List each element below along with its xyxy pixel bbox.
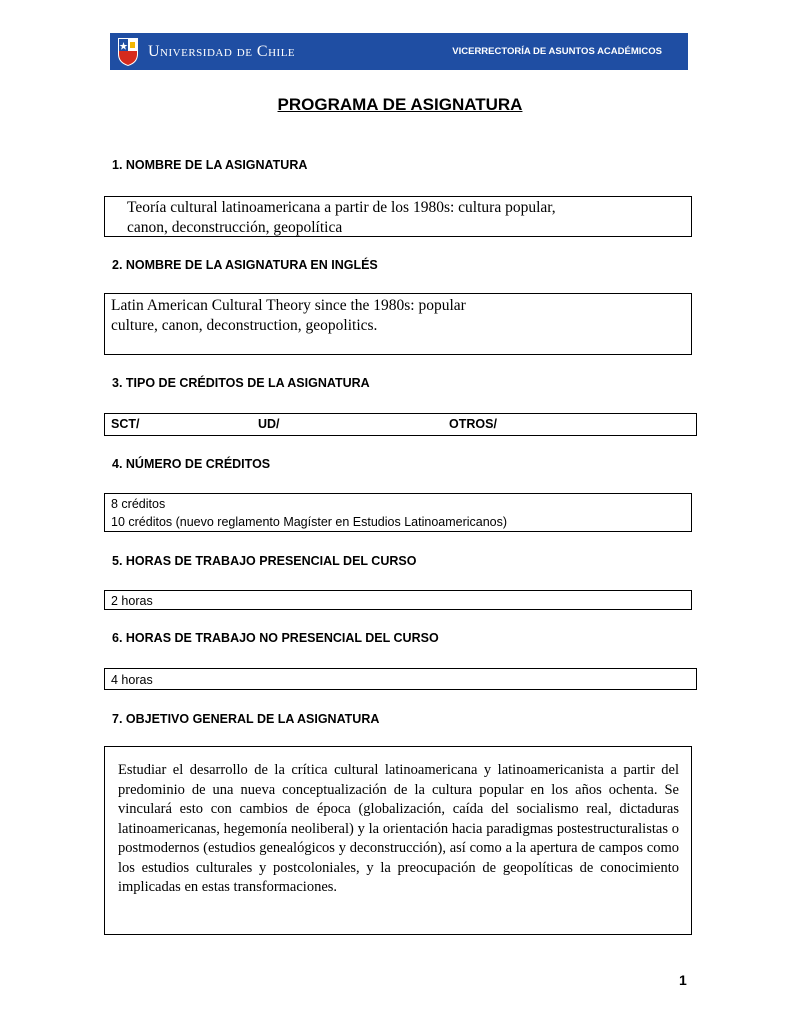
section-4-heading: 4. NÚMERO DE CRÉDITOS: [112, 457, 271, 471]
in-person-hours-box: [104, 590, 692, 610]
course-name-english-line-2: culture, canon, deconstruction, geopolitics.: [111, 317, 378, 334]
page-number: 1: [679, 972, 687, 988]
university-name: Universidad de Chile: [148, 43, 296, 60]
credit-type-sct: SCT/: [111, 417, 140, 431]
section-7-heading: 7. OBJETIVO GENERAL DE LA ASIGNATURA: [112, 712, 380, 726]
vice-rectory-label: VICERRECTORÍA DE ASUNTOS ACADÉMICOS: [452, 46, 662, 57]
credit-type-ud: UD/: [258, 417, 280, 431]
page-title: PROGRAMA DE ASIGNATURA: [277, 95, 523, 114]
credits-line-1: 8 créditos: [111, 497, 166, 511]
course-name-english-box: [104, 293, 692, 355]
course-name-box: [104, 196, 692, 237]
section-5-heading: 5. HORAS DE TRABAJO PRESENCIAL DEL CURSO: [112, 554, 417, 568]
section-3-heading: 3. TIPO DE CRÉDITOS DE LA ASIGNATURA: [112, 376, 370, 390]
credits-number-box: [104, 493, 692, 532]
credits-line-2: 10 créditos (nuevo reglamento Magíster en Estudios Latinoamericanos): [111, 515, 508, 529]
remote-hours-value: 4 horas: [111, 673, 153, 687]
credit-type-otros: OTROS/: [449, 417, 497, 431]
section-1-heading: 1. NOMBRE DE LA ASIGNATURA: [112, 158, 308, 172]
general-objective-text: Estudiar el desarrollo de la crítica cultural latinoamericana y latinoamericanista a partir del predominio de una nueva conceptualización de la cultura popular en los años ochenta. Se vinculará esto con cambios de época (globalización, caída del socialismo real, dictaduras latinoamericanas, hegemonía neoliberal) y la orientación hacia paradigmas postestructuralistas o postmodernos (estudios genealógicos y deconstrucción), así como a la apertura de campos como los estudios culturales y postcoloniales, y la preocupación de geopolíticas de conocimiento implicadas en estas transformaciones.: [118, 762, 679, 895]
course-name-line-1: Teoría cultural latinoamericana a partir de los 1980s: cultura popular,: [127, 199, 556, 216]
course-name-english-line-1: Latin American Cultural Theory since the 1980s: popular: [111, 297, 466, 314]
course-name-line-2: canon, deconstrucción, geopolítica: [127, 219, 343, 236]
section-2-heading: 2. NOMBRE DE LA ASIGNATURA EN INGLÉS: [112, 258, 378, 272]
remote-hours-box: [104, 668, 697, 690]
in-person-hours-value: 2 horas: [111, 594, 153, 608]
header-banner: [110, 33, 688, 70]
general-objective-box: [104, 746, 692, 935]
section-6-heading: 6. HORAS DE TRABAJO NO PRESENCIAL DEL CURSO: [112, 631, 439, 645]
credit-type-box: [104, 413, 697, 436]
university-crest-icon: [116, 36, 140, 67]
